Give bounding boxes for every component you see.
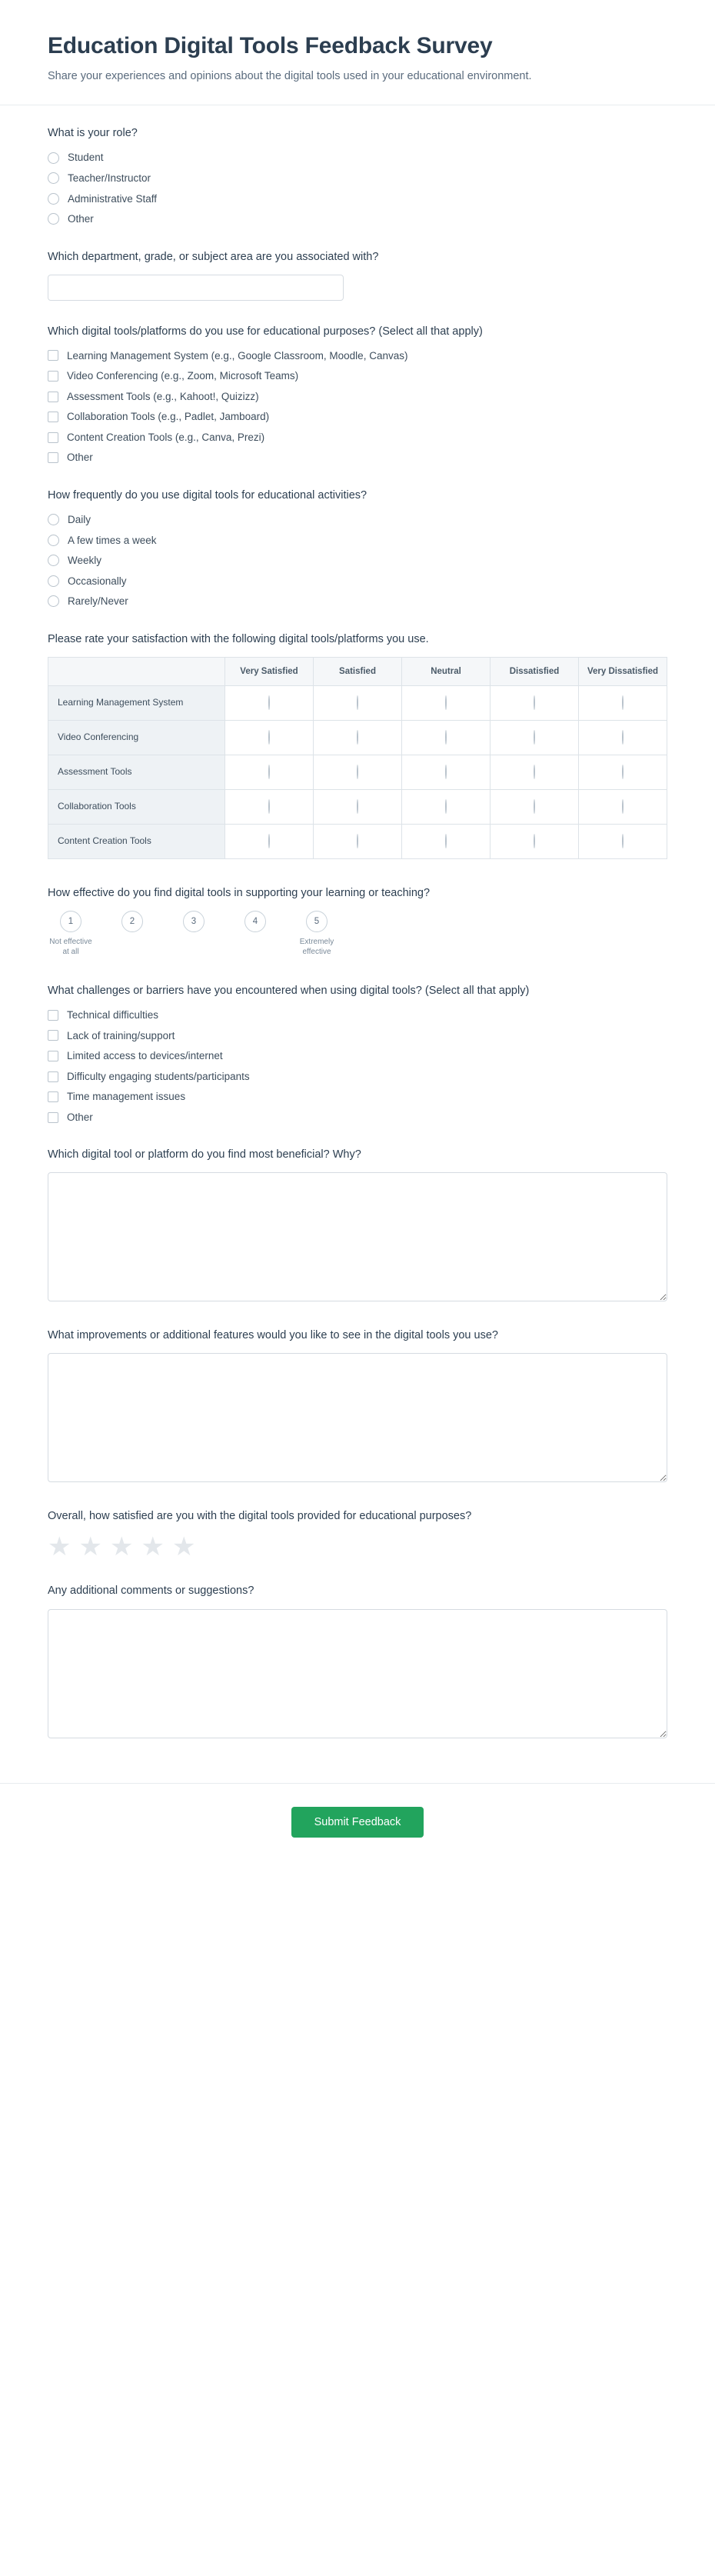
matrix-cell[interactable] [314,721,402,755]
radio-icon[interactable] [534,730,535,745]
option-label: Lack of training/support [67,1029,175,1041]
scale-circle[interactable]: 3 [183,911,205,932]
radio-icon[interactable] [445,730,447,745]
star-icon-1[interactable]: ★ [48,1532,72,1562]
option-label: Collaboration Tools (e.g., Padlet, Jamboard) [67,411,270,423]
option-label: Administrative Staff [68,192,158,205]
row-label-assessment-tools: Assessment Tools [48,755,225,790]
satisfaction-matrix-table [48,657,667,859]
table-row [48,790,667,825]
option-label: Time management issues [67,1091,186,1103]
option-label: Video Conferencing (e.g., Zoom, Microsoft Teams) [67,370,299,382]
star-icon-5[interactable]: ★ [171,1532,196,1562]
question-label: Please rate your satisfaction with the following digital tools/platforms you use. [48,632,429,645]
additional-comments-textarea[interactable] [48,1609,667,1738]
star-icon-2[interactable]: ★ [78,1532,102,1562]
scale-circle[interactable]: 2 [121,911,143,932]
radio-icon[interactable] [357,765,358,779]
radio-icon[interactable] [268,799,270,814]
option-label: Daily [68,514,91,525]
radio-icon[interactable] [268,834,270,848]
question-label: Which digital tools/platforms do you use for educational purposes? (Select all that apply) [48,325,483,338]
table-row [48,825,667,859]
checkbox-icon[interactable] [48,432,58,443]
checkbox-option-lack-of-training[interactable] [48,1029,667,1043]
radio-option-teacher[interactable] [48,172,667,185]
form-footer [0,1783,715,1868]
question-label: What challenges or barriers have you encountered when using digital tools? (Select all that apply) [48,985,530,998]
matrix-cell[interactable] [579,686,667,721]
checkbox-option-lms[interactable] [48,349,667,363]
radio-option-admin[interactable] [48,192,667,206]
radio-option-few-times-week[interactable] [48,534,667,548]
star-icon-4[interactable]: ★ [141,1532,165,1562]
question-label: Which department, grade, or subject area are you associated with? [48,250,379,263]
matrix-cell[interactable] [579,755,667,790]
matrix-cell[interactable] [579,825,667,859]
checkbox-icon[interactable] [48,350,58,361]
checkbox-option-technical-difficulties[interactable] [48,1008,667,1022]
radio-icon[interactable] [445,834,447,848]
matrix-corner [48,657,225,685]
scale-low-caption: Not effective at all [49,938,92,956]
radio-icon[interactable] [622,695,624,710]
radio-icon[interactable] [48,172,59,184]
radio-option-student[interactable] [48,151,667,165]
radio-icon[interactable] [534,799,535,814]
table-row [48,686,667,721]
table-row [48,721,667,755]
star-rating [48,1534,667,1560]
question-most-beneficial [48,1147,667,1301]
radio-icon[interactable] [622,730,624,745]
radio-icon[interactable] [445,695,447,710]
option-label: Technical difficulties [67,1009,159,1021]
checkbox-icon[interactable] [48,371,58,382]
checkbox-option-other[interactable] [48,1111,667,1125]
radio-icon[interactable] [48,514,59,525]
row-label-video-conferencing: Video Conferencing [48,721,225,755]
matrix-cell[interactable] [491,825,579,859]
matrix-cell[interactable] [491,755,579,790]
question-label: What improvements or additional features would you like to see in the digital tools you use? [48,1329,498,1342]
column-header-very-dissatisfied: Very Dissatisfied [579,657,667,685]
matrix-cell[interactable] [314,790,402,825]
radio-icon[interactable] [622,799,624,814]
column-header-dissatisfied: Dissatisfied [491,657,579,685]
scale-circle[interactable]: 4 [244,911,266,932]
checkbox-option-video-conferencing[interactable] [48,369,667,383]
checkbox-icon[interactable] [48,1051,58,1061]
option-label: A few times a week [68,534,157,546]
radio-icon[interactable] [622,765,624,779]
row-label-collaboration-tools: Collaboration Tools [48,790,225,825]
page-subtitle: Share your experiences and opinions about the digital tools used in your educational environment. [48,70,532,82]
checkbox-option-difficulty-engaging[interactable] [48,1070,667,1084]
matrix-cell[interactable] [225,825,314,859]
radio-icon[interactable] [268,695,270,710]
department-input[interactable] [48,275,344,301]
row-label-lms: Learning Management System [48,686,225,721]
option-label: Other [67,452,93,464]
matrix-cell[interactable] [314,755,402,790]
radio-icon[interactable] [534,765,535,779]
option-label: Limited access to devices/internet [67,1050,223,1062]
checkbox-icon[interactable] [48,412,58,422]
matrix-cell[interactable] [314,825,402,859]
matrix-cell[interactable] [402,686,491,721]
radio-icon[interactable] [445,765,447,779]
scale-point-4[interactable] [232,911,278,932]
question-satisfaction-matrix [48,632,667,859]
question-label: Overall, how satisfied are you with the digital tools provided for educational purposes? [48,1510,472,1523]
question-frequency [48,488,667,608]
question-department [48,249,667,301]
scale-circle[interactable]: 5 [306,911,328,932]
checkbox-icon[interactable] [48,1010,58,1021]
option-label: Other [67,1111,93,1123]
question-improvements [48,1328,667,1482]
matrix-cell[interactable] [579,790,667,825]
checkbox-option-other[interactable] [48,451,667,465]
option-label: Student [68,152,104,164]
question-label: Which digital tool or platform do you find most beneficial? Why? [48,1148,361,1161]
radio-icon[interactable] [445,799,447,814]
checkbox-icon[interactable] [48,1091,58,1102]
table-row [48,755,667,790]
checkbox-option-limited-access[interactable] [48,1049,667,1063]
radio-icon[interactable] [48,555,59,566]
matrix-cell[interactable] [402,721,491,755]
matrix-cell[interactable] [491,686,579,721]
radio-icon[interactable] [357,730,358,745]
scale-point-3[interactable] [171,911,217,932]
question-label: What is your role? [48,127,138,140]
question-effectiveness [48,885,667,957]
scale-point-5[interactable] [294,911,340,957]
table-header-row [48,657,667,685]
option-label: Difficulty engaging students/participants [67,1070,250,1082]
matrix-cell[interactable] [314,686,402,721]
scale-point-1[interactable] [48,911,94,957]
radio-option-weekly[interactable] [48,554,667,568]
radio-icon[interactable] [268,730,270,745]
question-additional-comments [48,1583,667,1738]
page-title: Education Digital Tools Feedback Survey [48,33,493,58]
radio-icon[interactable] [268,765,270,779]
page-header [0,0,715,105]
matrix-cell[interactable] [225,790,314,825]
option-label: Occasionally [68,575,127,587]
radio-icon[interactable] [48,193,59,205]
option-label: Rarely/Never [68,595,128,608]
radio-icon[interactable] [357,834,358,848]
scale-high-caption: Extremely effective [299,938,334,956]
question-challenges [48,983,667,1124]
option-label: Other [68,213,94,225]
column-header-neutral: Neutral [402,657,491,685]
scale-circle[interactable]: 1 [60,911,81,932]
radio-icon[interactable] [622,834,624,848]
option-label: Weekly [68,555,102,567]
submit-feedback-button[interactable]: Submit Feedback [291,1807,424,1838]
radio-icon[interactable] [534,834,535,848]
matrix-cell[interactable] [402,755,491,790]
radio-icon[interactable] [48,152,59,164]
checkbox-option-assessment-tools[interactable] [48,390,667,404]
checkbox-icon[interactable] [48,1030,58,1041]
matrix-cell[interactable] [579,721,667,755]
question-overall-satisfaction [48,1508,667,1560]
column-header-satisfied: Satisfied [314,657,402,685]
matrix-cell[interactable] [225,686,314,721]
option-label: Assessment Tools (e.g., Kahoot!, Quizizz) [67,390,259,402]
question-label: How frequently do you use digital tools for educational activities? [48,488,367,502]
option-label: Teacher/Instructor [68,172,151,185]
radio-icon[interactable] [48,213,59,225]
radio-icon[interactable] [48,575,59,587]
star-icon-3[interactable]: ★ [109,1532,134,1562]
question-label: Any additional comments or suggestions? [48,1585,254,1598]
survey-form [0,105,715,1771]
scale-point-2[interactable] [109,911,155,932]
checkbox-option-collaboration-tools[interactable] [48,410,667,424]
radio-option-other[interactable] [48,212,667,226]
radio-icon[interactable] [357,695,358,710]
checkbox-icon[interactable] [48,1071,58,1082]
checkbox-icon[interactable] [48,392,58,402]
effectiveness-scale [48,911,667,957]
question-role [48,125,667,225]
radio-icon[interactable] [48,535,59,546]
radio-icon[interactable] [357,799,358,814]
option-label: Content Creation Tools (e.g., Canva, Prezi) [67,431,265,443]
row-label-content-creation-tools: Content Creation Tools [48,825,225,859]
checkbox-icon[interactable] [48,1112,58,1123]
radio-option-daily[interactable] [48,513,667,527]
most-beneficial-textarea[interactable] [48,1172,667,1301]
radio-icon[interactable] [48,595,59,607]
improvements-textarea[interactable] [48,1353,667,1482]
option-label: Learning Management System (e.g., Google Classroom, Moodle, Canvas) [67,349,408,362]
radio-option-rarely-never[interactable] [48,595,667,608]
question-label: How effective do you find digital tools in supporting your learning or teaching? [48,887,431,900]
matrix-cell[interactable] [225,755,314,790]
matrix-cell[interactable] [491,721,579,755]
matrix-cell[interactable] [402,825,491,859]
matrix-cell[interactable] [402,790,491,825]
checkbox-icon[interactable] [48,452,58,463]
matrix-cell[interactable] [491,790,579,825]
column-header-very-satisfied: Very Satisfied [225,657,314,685]
question-tools-used [48,324,667,465]
radio-icon[interactable] [534,695,535,710]
checkbox-option-time-management[interactable] [48,1090,667,1104]
checkbox-option-content-creation-tools[interactable] [48,431,667,445]
matrix-cell[interactable] [225,721,314,755]
radio-option-occasionally[interactable] [48,575,667,588]
